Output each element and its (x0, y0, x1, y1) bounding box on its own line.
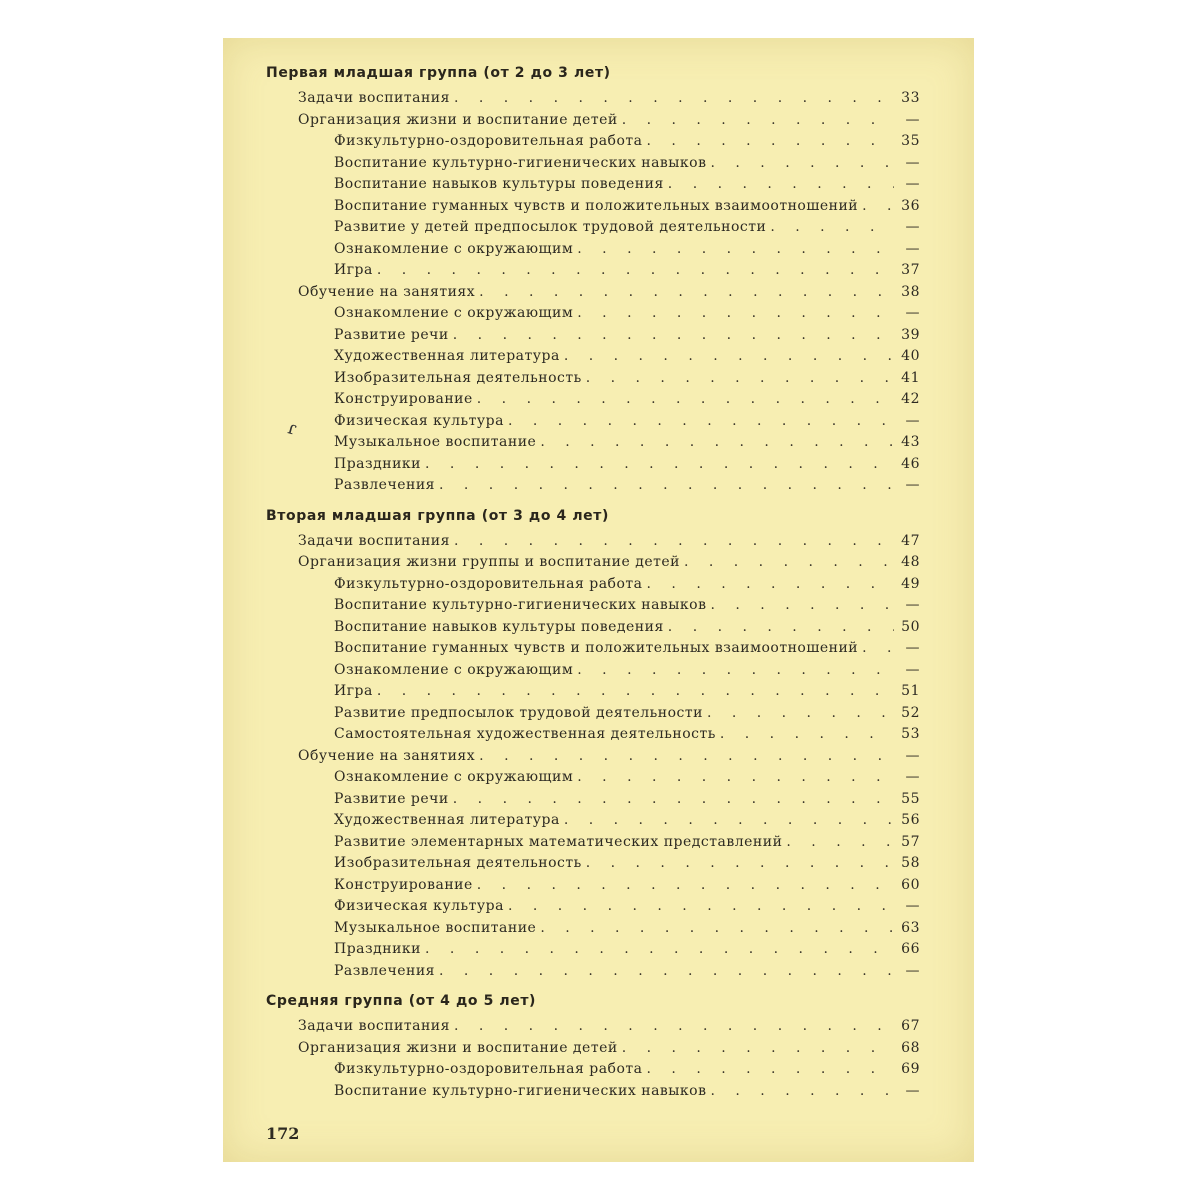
entry-page-number: 69 (901, 1061, 920, 1077)
entry-title: Воспитание культурно-гигиенических навыков (334, 597, 707, 613)
entry-title: Воспитание навыков культуры поведения (334, 176, 664, 192)
dot-leader (577, 767, 894, 789)
entry-title: Задачи воспитания (298, 1018, 450, 1034)
entry-title: Организация жизни группы и воспитание детей (298, 554, 680, 570)
toc-entry (262, 961, 920, 983)
entry-title: Развлечения (334, 962, 435, 979)
toc-entry (262, 746, 920, 768)
entry-page-number: — (905, 154, 920, 171)
toc-entry (262, 88, 920, 110)
entry-title: Обучение на занятиях (298, 283, 476, 300)
dot-leader (622, 1038, 894, 1060)
entry-page-number: 33 (901, 90, 920, 106)
entry-page-number: 42 (901, 391, 920, 407)
entry-page-number: 46 (901, 455, 920, 472)
dot-leader (477, 875, 894, 897)
entry-page-number: — (905, 769, 920, 785)
entry-title: Музыкальное воспитание (334, 919, 537, 936)
toc-entry (262, 346, 920, 368)
dot-leader (439, 475, 894, 497)
dot-leader (508, 896, 894, 918)
dot-leader (720, 724, 894, 746)
pencil-mark: ɾ (285, 417, 299, 440)
dot-leader (454, 531, 894, 553)
entry-page-number: — (905, 477, 920, 493)
toc-entry (262, 1081, 920, 1103)
dot-leader (564, 810, 894, 832)
entry-title: Игра (334, 262, 373, 278)
entry-title: Конструирование (334, 391, 473, 407)
toc-entry (262, 282, 920, 304)
toc-entry (262, 939, 920, 961)
page-number: 172 (266, 1124, 300, 1143)
entry-page-number: 47 (901, 532, 920, 549)
dot-leader (540, 918, 894, 940)
entry-page-number: 41 (901, 369, 920, 386)
toc-entry (262, 174, 920, 196)
entry-page-number: 66 (901, 941, 920, 957)
entry-title: Физкультурно-оздоровительная работа (334, 133, 643, 149)
dot-leader (439, 961, 894, 983)
entry-page-number: 36 (901, 197, 920, 214)
toc-entry (262, 531, 920, 553)
entry-page-number: 56 (901, 812, 920, 828)
entry-title: Развитие речи (334, 326, 449, 343)
dot-leader (711, 1081, 895, 1103)
dot-leader (453, 789, 894, 811)
entry-title: Задачи воспитания (298, 532, 450, 549)
toc-entry (262, 703, 920, 725)
dot-leader (425, 454, 894, 476)
dot-leader (647, 1059, 894, 1081)
toc-entry (262, 724, 920, 746)
toc-entry (262, 131, 920, 153)
entry-title: Ознакомление с окружающим (334, 661, 574, 678)
toc-entry (262, 638, 920, 660)
entry-page-number: — (905, 597, 920, 613)
entry-title: Развитие элементарных математических представлений (334, 833, 783, 850)
entry-title: Физкультурно-оздоровительная работа (334, 1061, 643, 1077)
entry-title: Самостоятельная художественная деятельность (334, 726, 716, 742)
entry-title: Обучение на занятиях (298, 747, 476, 764)
entry-title: Воспитание навыков культуры поведения (334, 618, 664, 635)
entry-page-number: — (905, 661, 920, 678)
entry-title: Воспитание культурно-гигиенических навыков (334, 1082, 707, 1099)
dot-leader (668, 174, 894, 196)
dot-leader (377, 260, 894, 282)
entry-page-number: 40 (901, 348, 920, 364)
dot-leader (647, 574, 894, 596)
dot-leader (454, 88, 894, 110)
entry-page-number: 48 (901, 554, 920, 570)
entry-page-number: — (905, 240, 920, 257)
entry-title: Организация жизни и воспитание детей (298, 111, 618, 128)
dot-leader (668, 617, 894, 639)
toc-entry (262, 810, 920, 832)
section-title: Вторая младшая группа (от 3 до 4 лет) (266, 507, 609, 524)
toc-entry (262, 789, 920, 811)
dot-leader (453, 325, 894, 347)
entry-page-number: 38 (901, 283, 920, 300)
toc-entry (262, 454, 920, 476)
entry-page-number: 39 (901, 326, 920, 343)
dot-leader (622, 110, 894, 132)
entry-page-number: 53 (901, 726, 920, 742)
entry-page-number: 35 (901, 133, 920, 149)
entry-page-number: — (905, 412, 920, 429)
toc-entry (262, 239, 920, 261)
entry-title: Развитие предпосылок трудовой деятельности (334, 704, 703, 721)
dot-leader (586, 368, 894, 390)
toc-section (262, 58, 920, 497)
dot-leader (377, 681, 894, 703)
entry-title: Праздники (334, 941, 422, 957)
entry-page-number: — (905, 305, 920, 321)
dot-leader (479, 746, 894, 768)
entry-page-number: — (905, 640, 920, 656)
toc-entry (262, 660, 920, 682)
entry-page-number: — (905, 747, 920, 764)
entry-title: Физкультурно-оздоровительная работа (334, 575, 643, 592)
dot-leader (862, 638, 894, 660)
entry-title: Ознакомление с окружающим (334, 769, 574, 785)
toc-entry (262, 595, 920, 617)
toc-entry (262, 110, 920, 132)
toc-entry (262, 1038, 920, 1060)
entry-page-number: 68 (901, 1039, 920, 1056)
entry-title: Конструирование (334, 876, 473, 893)
dot-leader (479, 282, 894, 304)
entry-title: Физическая культура (334, 898, 504, 914)
entry-title: Воспитание гуманных чувств и положительных взаимоотношений (334, 640, 859, 656)
entry-title: Изобразительная деятельность (334, 855, 582, 871)
entry-page-number: 55 (901, 790, 920, 807)
entry-title: Развитие речи (334, 790, 449, 807)
toc-entry (262, 260, 920, 282)
entry-title: Организация жизни и воспитание детей (298, 1039, 618, 1056)
entry-title: Развлечения (334, 477, 435, 493)
dot-leader (786, 832, 894, 854)
toc-entry (262, 617, 920, 639)
entry-title: Задачи воспитания (298, 90, 450, 106)
dot-leader (540, 432, 894, 454)
section-title: Первая младшая группа (от 2 до 3 лет) (266, 65, 611, 81)
entry-page-number: — (905, 176, 920, 192)
toc-entry (262, 767, 920, 789)
entry-title: Музыкальное воспитание (334, 434, 537, 450)
entry-page-number: 43 (901, 434, 920, 450)
entry-title: Физическая культура (334, 412, 504, 429)
toc-entry (262, 368, 920, 390)
toc-entry (262, 411, 920, 433)
entry-title: Ознакомление с окружающим (334, 240, 574, 257)
entry-title: Художественная литература (334, 348, 560, 364)
toc-entry (262, 153, 920, 175)
toc-entry (262, 196, 920, 218)
toc-entry (262, 1016, 920, 1038)
dot-leader (577, 239, 894, 261)
dot-leader (707, 703, 894, 725)
toc-entry (262, 832, 920, 854)
entry-page-number: 63 (901, 919, 920, 936)
dot-leader (647, 131, 894, 153)
entry-page-number: — (905, 962, 920, 979)
entry-title: Развитие у детей предпосылок трудовой деятельности (334, 219, 767, 235)
toc-entry (262, 1059, 920, 1081)
entry-page-number: 49 (901, 575, 920, 592)
toc-entry (262, 681, 920, 703)
entry-page-number: 50 (901, 618, 920, 635)
toc-entry (262, 389, 920, 411)
entry-page-number: — (905, 1082, 920, 1099)
dot-leader (564, 346, 894, 368)
toc-section (262, 986, 920, 1102)
entry-page-number: — (905, 111, 920, 128)
dot-leader (586, 853, 894, 875)
entry-page-number: 60 (901, 876, 920, 893)
entry-title: Праздники (334, 455, 422, 472)
dot-leader (770, 217, 894, 239)
toc-entry (262, 432, 920, 454)
toc-entry (262, 853, 920, 875)
entry-page-number: 52 (901, 704, 920, 721)
entry-title: Изобразительная деятельность (334, 369, 582, 386)
entry-title: Воспитание гуманных чувств и положительных взаимоотношений (334, 197, 859, 214)
dot-leader (711, 595, 895, 617)
toc-entry (262, 303, 920, 325)
entry-page-number: 37 (901, 262, 920, 278)
entry-page-number: 67 (901, 1018, 920, 1034)
table-of-contents (262, 58, 920, 1102)
toc-section (262, 501, 920, 983)
toc-entry (262, 217, 920, 239)
dot-leader (477, 389, 894, 411)
toc-entry (262, 875, 920, 897)
dot-leader (711, 153, 895, 175)
dot-leader (684, 552, 894, 574)
toc-entry (262, 918, 920, 940)
entry-title: Художественная литература (334, 812, 560, 828)
dot-leader (577, 303, 894, 325)
toc-entry (262, 325, 920, 347)
entry-title: Воспитание культурно-гигиенических навыков (334, 154, 707, 171)
entry-page-number: 51 (901, 683, 920, 699)
toc-entry (262, 475, 920, 497)
dot-leader (425, 939, 894, 961)
entry-page-number: — (905, 219, 920, 235)
dot-leader (862, 196, 894, 218)
entry-page-number: 57 (901, 833, 920, 850)
entry-title: Ознакомление с окружающим (334, 305, 574, 321)
toc-entry (262, 574, 920, 596)
dot-leader (577, 660, 894, 682)
dot-leader (454, 1016, 894, 1038)
dot-leader (508, 411, 894, 433)
entry-page-number: — (905, 898, 920, 914)
toc-entry (262, 896, 920, 918)
section-title: Средняя группа (от 4 до 5 лет) (266, 993, 537, 1009)
entry-page-number: 58 (901, 855, 920, 871)
toc-entry (262, 552, 920, 574)
entry-title: Игра (334, 683, 373, 699)
